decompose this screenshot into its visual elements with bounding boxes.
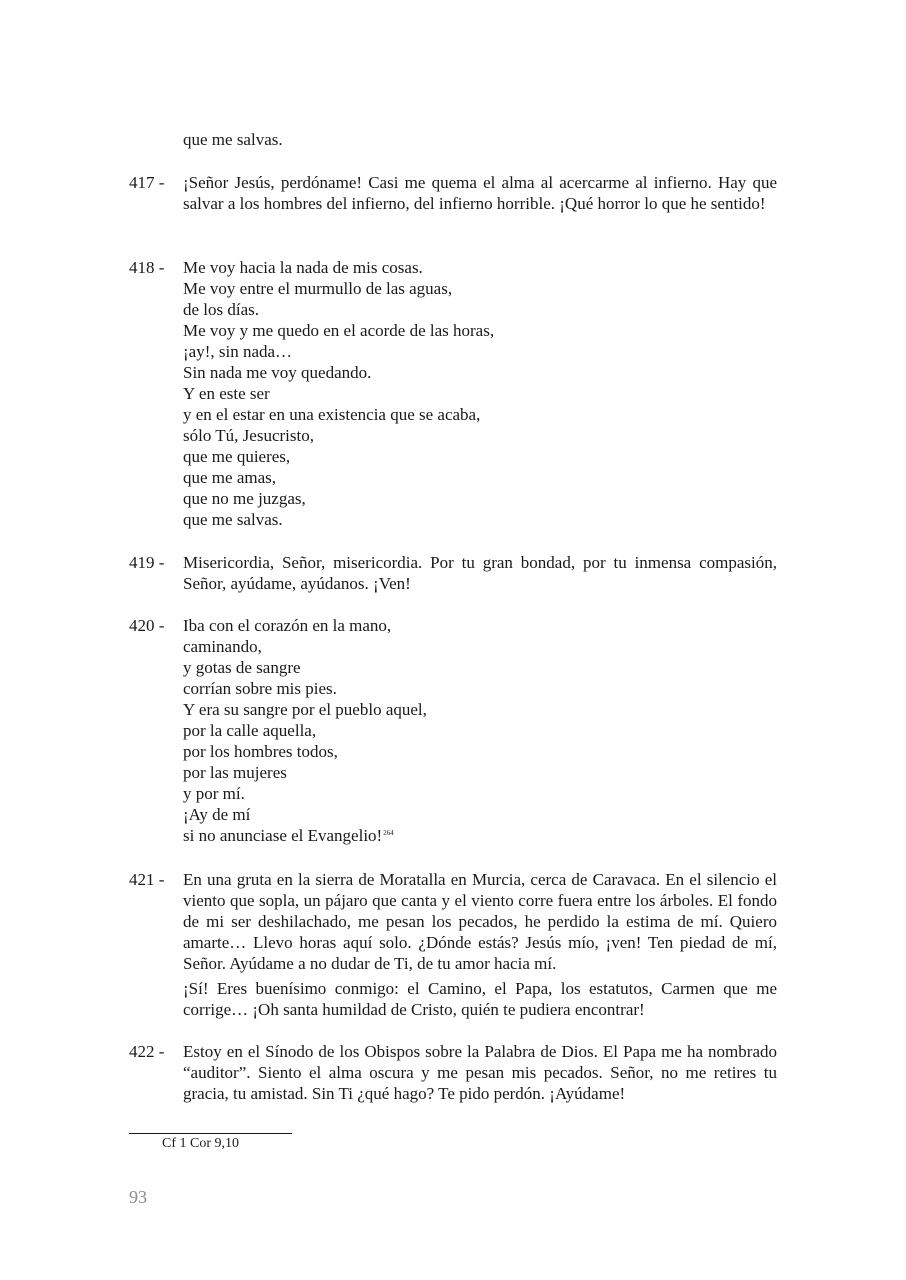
poem-line: sólo Tú, Jesucristo, [183,426,314,445]
poem-line: por la calle aquella, [183,721,317,740]
footnote-reference[interactable]: 264 [383,829,394,837]
page-number: 93 [129,1187,147,1207]
poem-line: Me voy y me quedo en el acorde de las horas, [183,321,495,340]
entry-paragraph: Estoy en el Sínodo de los Obispos sobre la Palabra de Dios. El Papa me ha nombrado “auditor”. Siento el alma oscura y me pesan mis pecados. Señor, no me retires tu gracia, tu amistad. Sin Ti ¿qué hago? Te pido perdón. ¡Ayúdame! [183,1042,777,1103]
entry-paragraph: Misericordia, Señor, misericordia. Por tu gran bondad, por tu inmensa compasión, Señor, ayúdame, ayúdanos. ¡Ven! [183,553,777,593]
poem-line: que me salvas. [183,130,283,149]
poem-line-text: si no anunciase el Evangelio! [183,826,383,845]
poem-line-with-footnote [183,825,777,846]
entry-420 [129,615,777,846]
poem-line: que me quieres, [183,447,291,466]
poem-line: y gotas de sangre [183,658,301,677]
entry-number: 418 - [129,258,165,277]
entry-paragraph: En una gruta en la sierra de Moratalla en Murcia, cerca de Caravaca. En el silencio el viento que sopla, un pájaro que canta y el viento corre fuera entre los árboles. El fondo de mi ser deshilachado, me pesan los pecados, he perdido la estima de mí. Quiero amarte… Llevo horas aquí solo. ¿Dónde estás? Jesús mío, ¡ven! Ten piedad de mí, Señor. Ayúdame a no dudar de Ti, de tu amor hacia mí. [183,870,777,973]
entry-number: 420 - [129,616,165,635]
poem-line: corrían sobre mis pies. [183,679,337,698]
entry-number: 421 - [129,870,165,889]
poem-line: que no me juzgas, [183,489,306,508]
poem-line: que me salvas. [183,510,283,529]
footnote-text: Cf 1 Cor 9,10 [162,1136,239,1151]
entry-paragraph: ¡Sí! Eres buenísimo conmigo: el Camino, el Papa, los estatutos, Carmen que me corrige… ¡Oh santa humildad de Cristo, quién te pudiera encontrar! [183,979,777,1019]
entry-419 [129,552,777,594]
entry-417 [129,172,777,214]
poem-line: Iba con el corazón en la mano, [183,616,392,635]
poem-line: y en el estar en una existencia que se acaba, [183,405,481,424]
poem-line: Y en este ser [183,384,270,403]
poem-line: Sin nada me voy quedando. [183,363,372,382]
entry-422 [129,1041,777,1104]
poem-line: caminando, [183,637,262,656]
poem-line: por las mujeres [183,763,287,782]
entry-418 [129,257,777,530]
entry-number: 422 - [129,1042,165,1061]
poem-line: Y era su sangre por el pueblo aquel, [183,700,427,719]
poem-line: Me voy hacia la nada de mis cosas. [183,258,423,277]
poem-line: y por mí. [183,784,245,803]
poem-line: Me voy entre el murmullo de las aguas, [183,279,453,298]
entry-number: 419 - [129,553,165,572]
poem-line: por los hombres todos, [183,742,338,761]
poem-line: que me amas, [183,468,276,487]
entry-416-continuation [129,129,777,150]
poem-line: ¡ay!, sin nada… [183,342,293,361]
poem-line: ¡Ay de mí [183,805,251,824]
footnote-divider [129,1133,292,1134]
entry-number: 417 - [129,173,165,192]
entry-421 [129,869,777,1020]
poem-line: de los días. [183,300,260,319]
entry-paragraph: ¡Señor Jesús, perdóname! Casi me quema el alma al acercarme al infierno. Hay que salvar a los hombres del infierno, del infierno horrible. ¡Qué horror lo que he sentido! [183,173,777,213]
